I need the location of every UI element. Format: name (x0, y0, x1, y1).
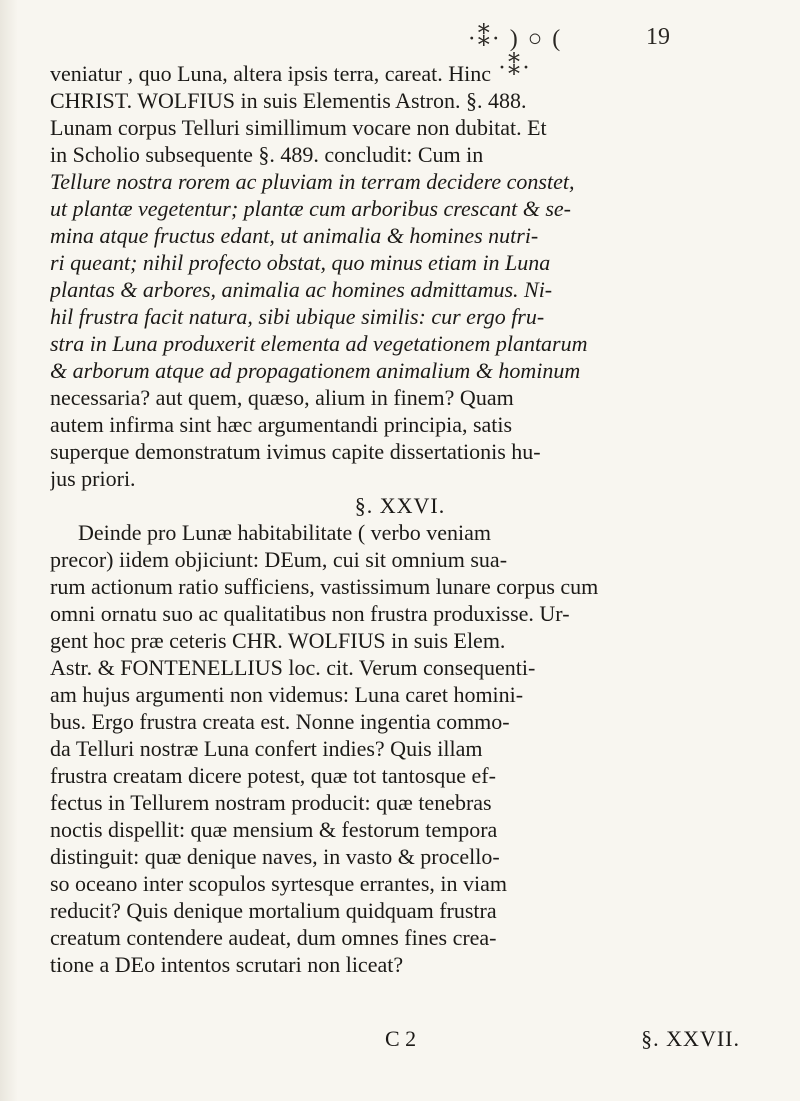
catchword: §. XXVII. (641, 1026, 740, 1051)
signature-mark: C 2 (385, 1026, 417, 1051)
page-gutter-shadow (0, 0, 18, 1101)
text-line: precor) iidem objiciunt: DEum, cui sit omnium sua- (50, 547, 508, 572)
text-line: frustra creatam dicere potest, quæ tot tantosque ef- (50, 763, 496, 788)
text-line: Deinde pro Lunæ habitabilitate ( verbo veniam (78, 520, 491, 545)
text-line: necessaria? aut quem, quæso, alium in finem? Quam (50, 385, 514, 410)
text-line: da Telluri nostræ Luna confert indies? Quis illam (50, 736, 483, 761)
text-line: reducit? Quis denique mortalium quidquam frustra (50, 898, 497, 923)
main-text (50, 60, 750, 978)
section-heading: §. XXVI. (354, 493, 446, 518)
quotation-line: mina atque fructus edant, ut animalia & homines nutri- (50, 223, 539, 248)
text-line: gent hoc præ ceteris CHR. WOLFIUS in suis Elem. (50, 628, 506, 653)
text-line: rum actionum ratio sufficiens, vastissimum lunare corpus cum (50, 574, 599, 599)
quotation-line: ut plantæ vegetentur; plantæ cum arboribus crescant & se- (50, 196, 572, 221)
text-line: CHRIST. WOLFIUS in suis Elementis Astron. §. 488. (50, 88, 527, 113)
text-line: autem infirma sint hæc argumentandi principia, satis (50, 412, 513, 437)
text-line: omni ornatu suo ac qualitatibus non frustra produxisse. Ur- (50, 601, 570, 626)
quotation-line: plantas & arbores, animalia ac homines admittamus. Ni- (50, 277, 553, 302)
text-line: veniatur , quo Luna, altera ipsis terra, careat. Hinc (50, 61, 492, 86)
quotation-line: hil frustra facit natura, sibi ubique similis: cur ergo fru- (50, 304, 545, 329)
header-ornament: ·⁑· ) ○ ( ·⁑· (467, 26, 563, 81)
quotation-line: & arborum atque ad propagationem animalium & hominum (50, 358, 581, 383)
quotation-line: stra in Luna produxerit elementa ad vegetationem plantarum (50, 331, 588, 356)
text-line: so oceano inter scopulos syrtesque errantes, in viam (50, 871, 507, 896)
text-line: superque demonstratum ivimus capite dissertationis hu- (50, 439, 541, 464)
text-line: fectus in Tellurem nostram producit: quæ tenebras (50, 790, 492, 815)
page-footer (50, 1026, 750, 1056)
quotation-line: ri queant; nihil profecto obstat, quo minus etiam in Luna (50, 250, 551, 275)
text-line: am hujus argumenti non videmus: Luna caret homini- (50, 682, 524, 707)
text-line: tione a DEo intentos scrutari non liceat? (50, 952, 404, 977)
quotation-line: Tellure nostra rorem ac pluviam in terram decidere constet, (50, 169, 575, 194)
text-line: distinguit: quæ denique naves, in vasto & procello- (50, 844, 500, 869)
page-number: 19 (646, 24, 670, 50)
text-line: Lunam corpus Telluri simillimum vocare non dubitat. Et (50, 115, 547, 140)
running-header (250, 20, 670, 81)
text-line: bus. Ergo frustra creata est. Nonne ingentia commo- (50, 709, 510, 734)
text-line: noctis dispellit: quæ mensium & festorum tempora (50, 817, 498, 842)
text-line: creatum contendere audeat, dum omnes fines crea- (50, 925, 497, 950)
text-line: in Scholio subsequente §. 489. concludit: Cum in (50, 142, 484, 167)
text-line: Astr. & FONTENELLIUS loc. cit. Verum consequenti- (50, 655, 536, 680)
text-line: jus priori. (50, 466, 136, 491)
